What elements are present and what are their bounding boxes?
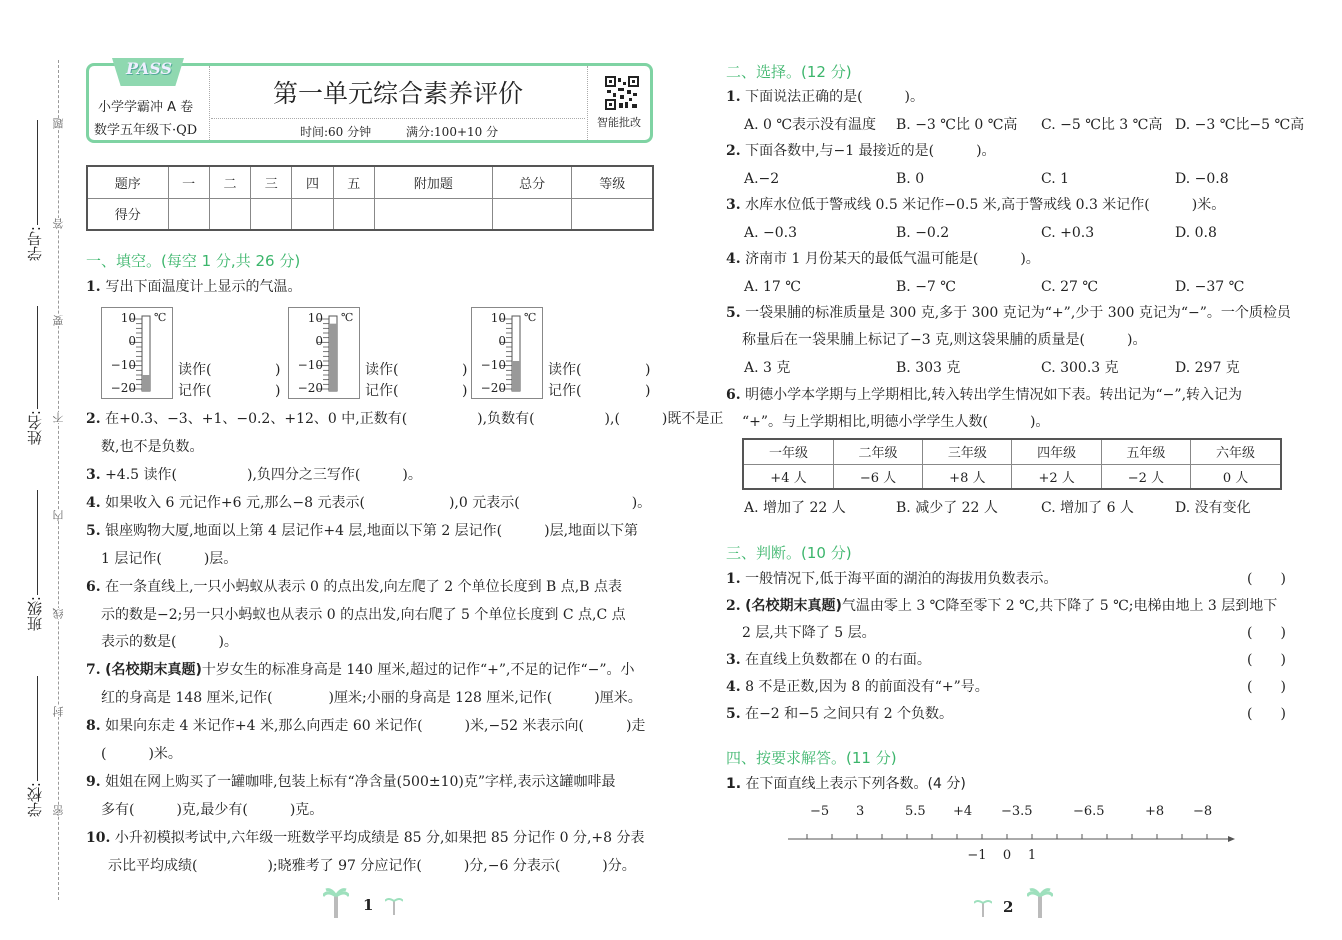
question-text: 如果收入 6 元记作+6 元,那么−8 元表示( ),0 元表示( )。 (105, 495, 652, 511)
question-text: 气温由零上 3 ℃降至零下 2 ℃,共下降了 5 ℃;电梯由地上 3 层到地下 (841, 598, 1278, 614)
score-cell[interactable] (209, 198, 250, 230)
scale-label: 0 (128, 334, 136, 349)
question-text: 十岁女生的标准身高是 140 厘米,超过的记作“+”,不足的记作“−”。小 (201, 662, 635, 678)
bracket-close: ) (462, 383, 468, 399)
number-to-plot: 3 (856, 804, 865, 819)
option[interactable]: B. 减少了 22 人 (896, 500, 998, 516)
question-line (86, 494, 651, 512)
option[interactable]: A. 0 ℃表示没有温度 (744, 117, 877, 133)
palm-tree-icon (1027, 888, 1053, 918)
option[interactable]: B. −0.2 (896, 225, 950, 241)
write-label: 记作( (548, 383, 582, 399)
option[interactable]: C. +0.3 (1041, 225, 1095, 241)
option[interactable]: C. 300.3 克 (1041, 360, 1119, 376)
question-number: 6. (726, 387, 741, 403)
score-header: 四 (292, 166, 333, 198)
score-header: 五 (333, 166, 374, 198)
question-line (742, 413, 1049, 431)
judgement-item (742, 624, 876, 642)
scale-label: 0 (315, 334, 323, 349)
series-name: 小学学霸冲 A 卷 (98, 100, 194, 115)
section2-title: 二、选择。(12 分) (726, 63, 852, 81)
scale-label: −20 (297, 381, 323, 395)
question-number: 1. (726, 89, 741, 105)
question-text: 明德小学本学期与上学期相比,转入转出学生情况如下表。转出记为“−”,转入记为 (745, 387, 1243, 403)
question-number: 3. (726, 652, 741, 668)
question-text: 下面各数中,与−1 最接近的是( )。 (745, 143, 996, 159)
class-field[interactable] (37, 490, 38, 595)
question-number: 3. (86, 467, 101, 483)
axis-label: 0 (1002, 848, 1012, 863)
write-as-blank[interactable] (365, 382, 398, 400)
cut-word: 线 (52, 608, 65, 619)
source-tag: (名校期末真题) (745, 598, 842, 614)
question-text: 小升初模拟考试中,六年级一班数学平均成绩是 85 分,如果把 85 分记作 0 分,+8 分表 (114, 830, 645, 846)
question-number: 10. (86, 830, 111, 846)
question-text: 在+0.3、−3、+1、−0.2、+12、0 中,正数有( ),负数有( ),( )既不是正 (105, 411, 724, 427)
bracket-close: ) (645, 362, 651, 378)
question-number: 7. (86, 662, 101, 678)
student-id-field[interactable] (37, 120, 38, 225)
scale-label: −10 (480, 357, 506, 372)
school-field[interactable] (37, 676, 38, 781)
option[interactable]: A. 17 ℃ (744, 279, 801, 295)
cut-line (58, 60, 59, 900)
option[interactable]: D. −37 ℃ (1175, 279, 1245, 295)
scale-label: 10 (120, 311, 136, 325)
student-id-label: 学号: (26, 226, 44, 262)
scale-label: −20 (110, 381, 136, 395)
thermometer (471, 307, 543, 399)
grade-header: 三年级 (923, 439, 1012, 464)
cut-word: 题 (52, 118, 65, 129)
section1-title: 一、填空。(每空 1 分,共 26 分) (86, 252, 301, 270)
question-text: 姐姐在网上购买了一罐咖啡,包装上标有“净含量(500±10)克”字样,表示这罐咖啡最 (105, 774, 616, 790)
axis-label: 1 (1027, 848, 1037, 863)
judgement-item (726, 678, 989, 696)
question-text: 红的身高是 148 厘米,记作( )厘米;小丽的身高是 128 厘米,记作( )厘米。 (101, 690, 642, 706)
question-text: +4.5 读作( ),负四分之三写作( )。 (105, 467, 422, 483)
grade-header: 一年级 (743, 439, 833, 464)
option[interactable]: D. 没有变化 (1175, 500, 1251, 516)
question-line (86, 410, 723, 428)
section4-title: 四、按要求解答。(11 分) (726, 749, 897, 767)
read-as-blank[interactable] (178, 361, 211, 379)
option[interactable]: A. 增加了 22 人 (744, 500, 846, 516)
question-text: 水库水位低于警戒线 0.5 米记作−0.5 米,高于警戒线 0.3 米记作( )米。 (745, 197, 1226, 213)
question-text: 数,也不是负数。 (101, 439, 204, 455)
question-text: ( )米。 (101, 746, 182, 762)
page-number: 1 (363, 896, 374, 914)
question-number: 5. (86, 523, 101, 539)
question-text: 多有( )克,最少有( )克。 (101, 802, 324, 818)
question-1: 1. 写出下面温度计上显示的气温。 (86, 279, 302, 295)
source-tag: (名校期末真题) (105, 662, 202, 678)
option[interactable]: D. 297 克 (1175, 360, 1240, 376)
option[interactable]: C. 1 (1041, 171, 1070, 187)
question-text: 称量后在一袋果脯上标记了−3 克,则这袋果脯的质量是( )。 (742, 332, 1147, 348)
question-line (86, 578, 622, 596)
question-text: 一般情况下,低于海平面的湖泊的海拔用负数表示。 (745, 571, 1058, 587)
score-header: 附加题 (374, 166, 492, 198)
question-line (108, 857, 636, 875)
question-line (86, 717, 645, 735)
question-text: 在一条直线上,一只小蚂蚁从表示 0 的点出发,向左爬了 2 个单位长度到 B 点,B 点表 (105, 579, 622, 595)
grade-header: 四年级 (1012, 439, 1101, 464)
cut-word: 答 (52, 218, 65, 229)
option[interactable]: C. 增加了 6 人 (1041, 500, 1134, 516)
score-table (86, 165, 654, 231)
question-text: 8 不是正数,因为 8 的前面没有“+”号。 (745, 679, 989, 695)
qr-code-icon[interactable] (605, 76, 639, 110)
question-line (86, 661, 635, 679)
read-as-blank[interactable] (548, 361, 581, 379)
cut-word: 封 (52, 706, 65, 717)
axis-label: −1 (967, 848, 987, 863)
thermometer (288, 307, 360, 399)
question-number: 2. (726, 143, 741, 159)
write-label: 记作( (178, 383, 212, 399)
number-to-plot: −3.5 (1001, 804, 1033, 819)
question-number: 6. (86, 579, 101, 595)
grade-value: −6 人 (833, 464, 922, 489)
score-cell[interactable] (292, 198, 333, 230)
full-score: 满分:100+10 分 (406, 125, 499, 139)
grade-value: −2 人 (1101, 464, 1190, 489)
question-text: “+”。与上学期相比,明德小学学生人数( )。 (742, 414, 1050, 430)
question-text: 示的数是−2;另一只小蚂蚁也从表示 0 的点出发,向右爬了 5 个单位长度到 C 点,C 点 (101, 607, 626, 623)
scale-label: 0 (498, 334, 506, 349)
pass-logo: PASS (126, 59, 173, 78)
score-header: 等级 (572, 166, 653, 198)
question-text: 1 层记作( )层。 (101, 551, 238, 567)
answer-bracket[interactable]: ( ) (1247, 625, 1286, 641)
question-line (86, 773, 615, 791)
bracket-close: ) (275, 383, 281, 399)
question-line (726, 142, 996, 160)
write-label: 记作( (365, 383, 399, 399)
number-to-plot: +4 (953, 804, 973, 819)
score-row-label: 得分 (87, 198, 168, 230)
question-line (726, 88, 924, 106)
unit-label: ℃ (524, 311, 537, 324)
question-number: 5. (726, 706, 741, 722)
answer-bracket[interactable]: ( ) (1247, 652, 1286, 668)
answer-bracket[interactable]: ( ) (1247, 571, 1286, 587)
mercury-level (142, 375, 150, 391)
question-line (742, 331, 1146, 349)
question-number: 4. (726, 251, 741, 267)
question-number: 1. (726, 571, 741, 587)
question-text: 示比平均成绩( );晓雅考了 97 分应记作( )分,−6 分表示( )分。 (108, 858, 636, 874)
page-title: 第一单元综合素养评价 (272, 79, 523, 108)
score-cell[interactable] (374, 198, 492, 230)
section3-title: 三、判断。(10 分) (726, 544, 852, 562)
question-number: 2. (726, 598, 741, 614)
score-cell[interactable] (168, 198, 209, 230)
cut-word: 内 (52, 510, 65, 521)
question-line (101, 801, 323, 819)
score-cell[interactable] (251, 198, 292, 230)
unit-label: ℃ (154, 311, 167, 324)
question-4-1: 1. 在下面直线上表示下列各数。(4 分) (726, 776, 966, 792)
question-text: 2 层,共下降了 5 层。 (742, 625, 876, 641)
option[interactable]: B. 303 克 (896, 360, 961, 376)
name-label: 姓名: (26, 410, 44, 446)
question-line (86, 522, 638, 540)
option[interactable]: B. −3 ℃比 0 ℃高 (896, 117, 1018, 133)
axis-arrow (1228, 836, 1235, 842)
transfer-table (742, 438, 1282, 490)
score-header: 题序 (87, 166, 168, 198)
question-text: 在直线上负数都在 0 的右面。 (745, 652, 931, 668)
school-label: 学校: (26, 782, 44, 818)
judgement-item (726, 651, 931, 669)
question-text: 银座购物大厦,地面以上第 4 层记作+4 层,地面以下第 2 层记作( )层,地面以下第 (105, 523, 639, 539)
bracket-close: ) (275, 362, 281, 378)
write-as-blank[interactable] (548, 382, 581, 400)
question-number: 2. (86, 411, 101, 427)
number-to-plot: 5.5 (905, 804, 926, 819)
read-label: 读作( (548, 362, 582, 378)
question-line (726, 386, 1242, 404)
bracket-close: ) (462, 362, 468, 378)
score-header: 二 (209, 166, 250, 198)
question-line (101, 438, 203, 456)
question-line (726, 304, 1291, 322)
option[interactable]: A. 3 克 (744, 360, 791, 376)
read-label: 读作( (365, 362, 399, 378)
question-line (86, 466, 422, 484)
exam-time: 时间:60 分钟 (300, 125, 372, 139)
cut-word: 密 (52, 805, 65, 816)
question-number: 4. (726, 679, 741, 695)
grade-value: +8 人 (923, 464, 1012, 489)
answer-bracket[interactable]: ( ) (1247, 706, 1286, 722)
option[interactable]: B. −7 ℃ (896, 279, 956, 295)
question-line (86, 829, 645, 847)
question-line (726, 196, 1225, 214)
palm-tree-icon (323, 888, 349, 918)
question-line (101, 689, 642, 707)
qr-caption: 智能批改 (597, 116, 641, 129)
question-number: 5. (726, 305, 741, 321)
number-to-plot: −8 (1193, 804, 1213, 819)
score-cell[interactable] (333, 198, 374, 230)
option[interactable]: A.−2 (744, 171, 780, 187)
mercury-level (512, 361, 520, 391)
answer-bracket[interactable]: ( ) (1247, 679, 1286, 695)
judgement-item (726, 597, 1277, 615)
cut-word: 不 (52, 412, 65, 423)
grade-header: 五年级 (1101, 439, 1190, 464)
palm-tree-icon (974, 897, 992, 917)
question-line (101, 606, 626, 624)
question-number: 9. (86, 774, 101, 790)
scale-label: −10 (110, 357, 136, 372)
question-number: 3. (726, 197, 741, 213)
score-header: 三 (251, 166, 292, 198)
class-label: 班级: (26, 596, 44, 632)
read-as-blank[interactable] (365, 361, 398, 379)
question-text: 在−2 和−5 之间只有 2 个负数。 (745, 706, 954, 722)
judgement-item (726, 570, 1058, 588)
option[interactable]: D. −3 ℃比−5 ℃高 (1175, 117, 1305, 133)
option[interactable]: C. 27 ℃ (1041, 279, 1099, 295)
question-number: 4. (86, 495, 101, 511)
question-line (101, 745, 182, 763)
question-text: 如果向东走 4 米记作+4 米,那么向西走 60 米记作( )米,−52 米表示向( )走 (105, 718, 646, 734)
mercury-level (329, 324, 337, 391)
option[interactable]: C. −5 ℃比 3 ℃高 (1041, 117, 1163, 133)
grade-value: 0 人 (1191, 464, 1281, 489)
question-line (101, 633, 238, 651)
palm-tree-icon (385, 895, 403, 915)
thermometer (101, 307, 173, 399)
option[interactable]: D. 0.8 (1175, 225, 1217, 241)
scale-label: −10 (297, 357, 323, 372)
number-line[interactable] (780, 830, 1240, 866)
scale-label: 10 (490, 311, 506, 325)
grade-value: +2 人 (1012, 464, 1101, 489)
option[interactable]: B. 0 (896, 171, 925, 187)
page-number: 2 (1003, 898, 1014, 916)
number-to-plot: −5 (810, 804, 830, 819)
grade-header: 六年级 (1191, 439, 1281, 464)
score-cell[interactable] (492, 198, 572, 230)
question-number: 8. (86, 718, 101, 734)
grade-header: 二年级 (833, 439, 922, 464)
question-line (726, 250, 1040, 268)
option[interactable]: D. −0.8 (1175, 171, 1229, 187)
option[interactable]: A. −0.3 (744, 225, 798, 241)
judgement-item (726, 705, 953, 723)
name-field[interactable] (37, 306, 38, 409)
question-text: 济南市 1 月份某天的最低气温可能是( )。 (745, 251, 1040, 267)
read-label: 读作( (178, 362, 212, 378)
number-to-plot: +8 (1145, 804, 1165, 819)
unit-label: ℃ (341, 311, 354, 324)
cut-word: 要 (52, 315, 65, 326)
number-to-plot: −6.5 (1073, 804, 1105, 819)
question-line (101, 550, 237, 568)
scale-label: −20 (480, 381, 506, 395)
score-cell[interactable] (572, 198, 653, 230)
scale-label: 10 (307, 311, 323, 325)
question-text: 表示的数是( )。 (101, 634, 238, 650)
subject-name: 数学五年级下·QD (94, 123, 198, 138)
score-header: 一 (168, 166, 209, 198)
grade-value: +4 人 (743, 464, 833, 489)
question-text: 下面说法正确的是( )。 (745, 89, 925, 105)
bracket-close: ) (645, 383, 651, 399)
question-text: 一袋果脯的标准质量是 300 克,多于 300 克记为“+”,少于 300 克记为“−”。一个质检员 (745, 305, 1291, 321)
score-header: 总分 (492, 166, 572, 198)
write-as-blank[interactable] (178, 382, 211, 400)
